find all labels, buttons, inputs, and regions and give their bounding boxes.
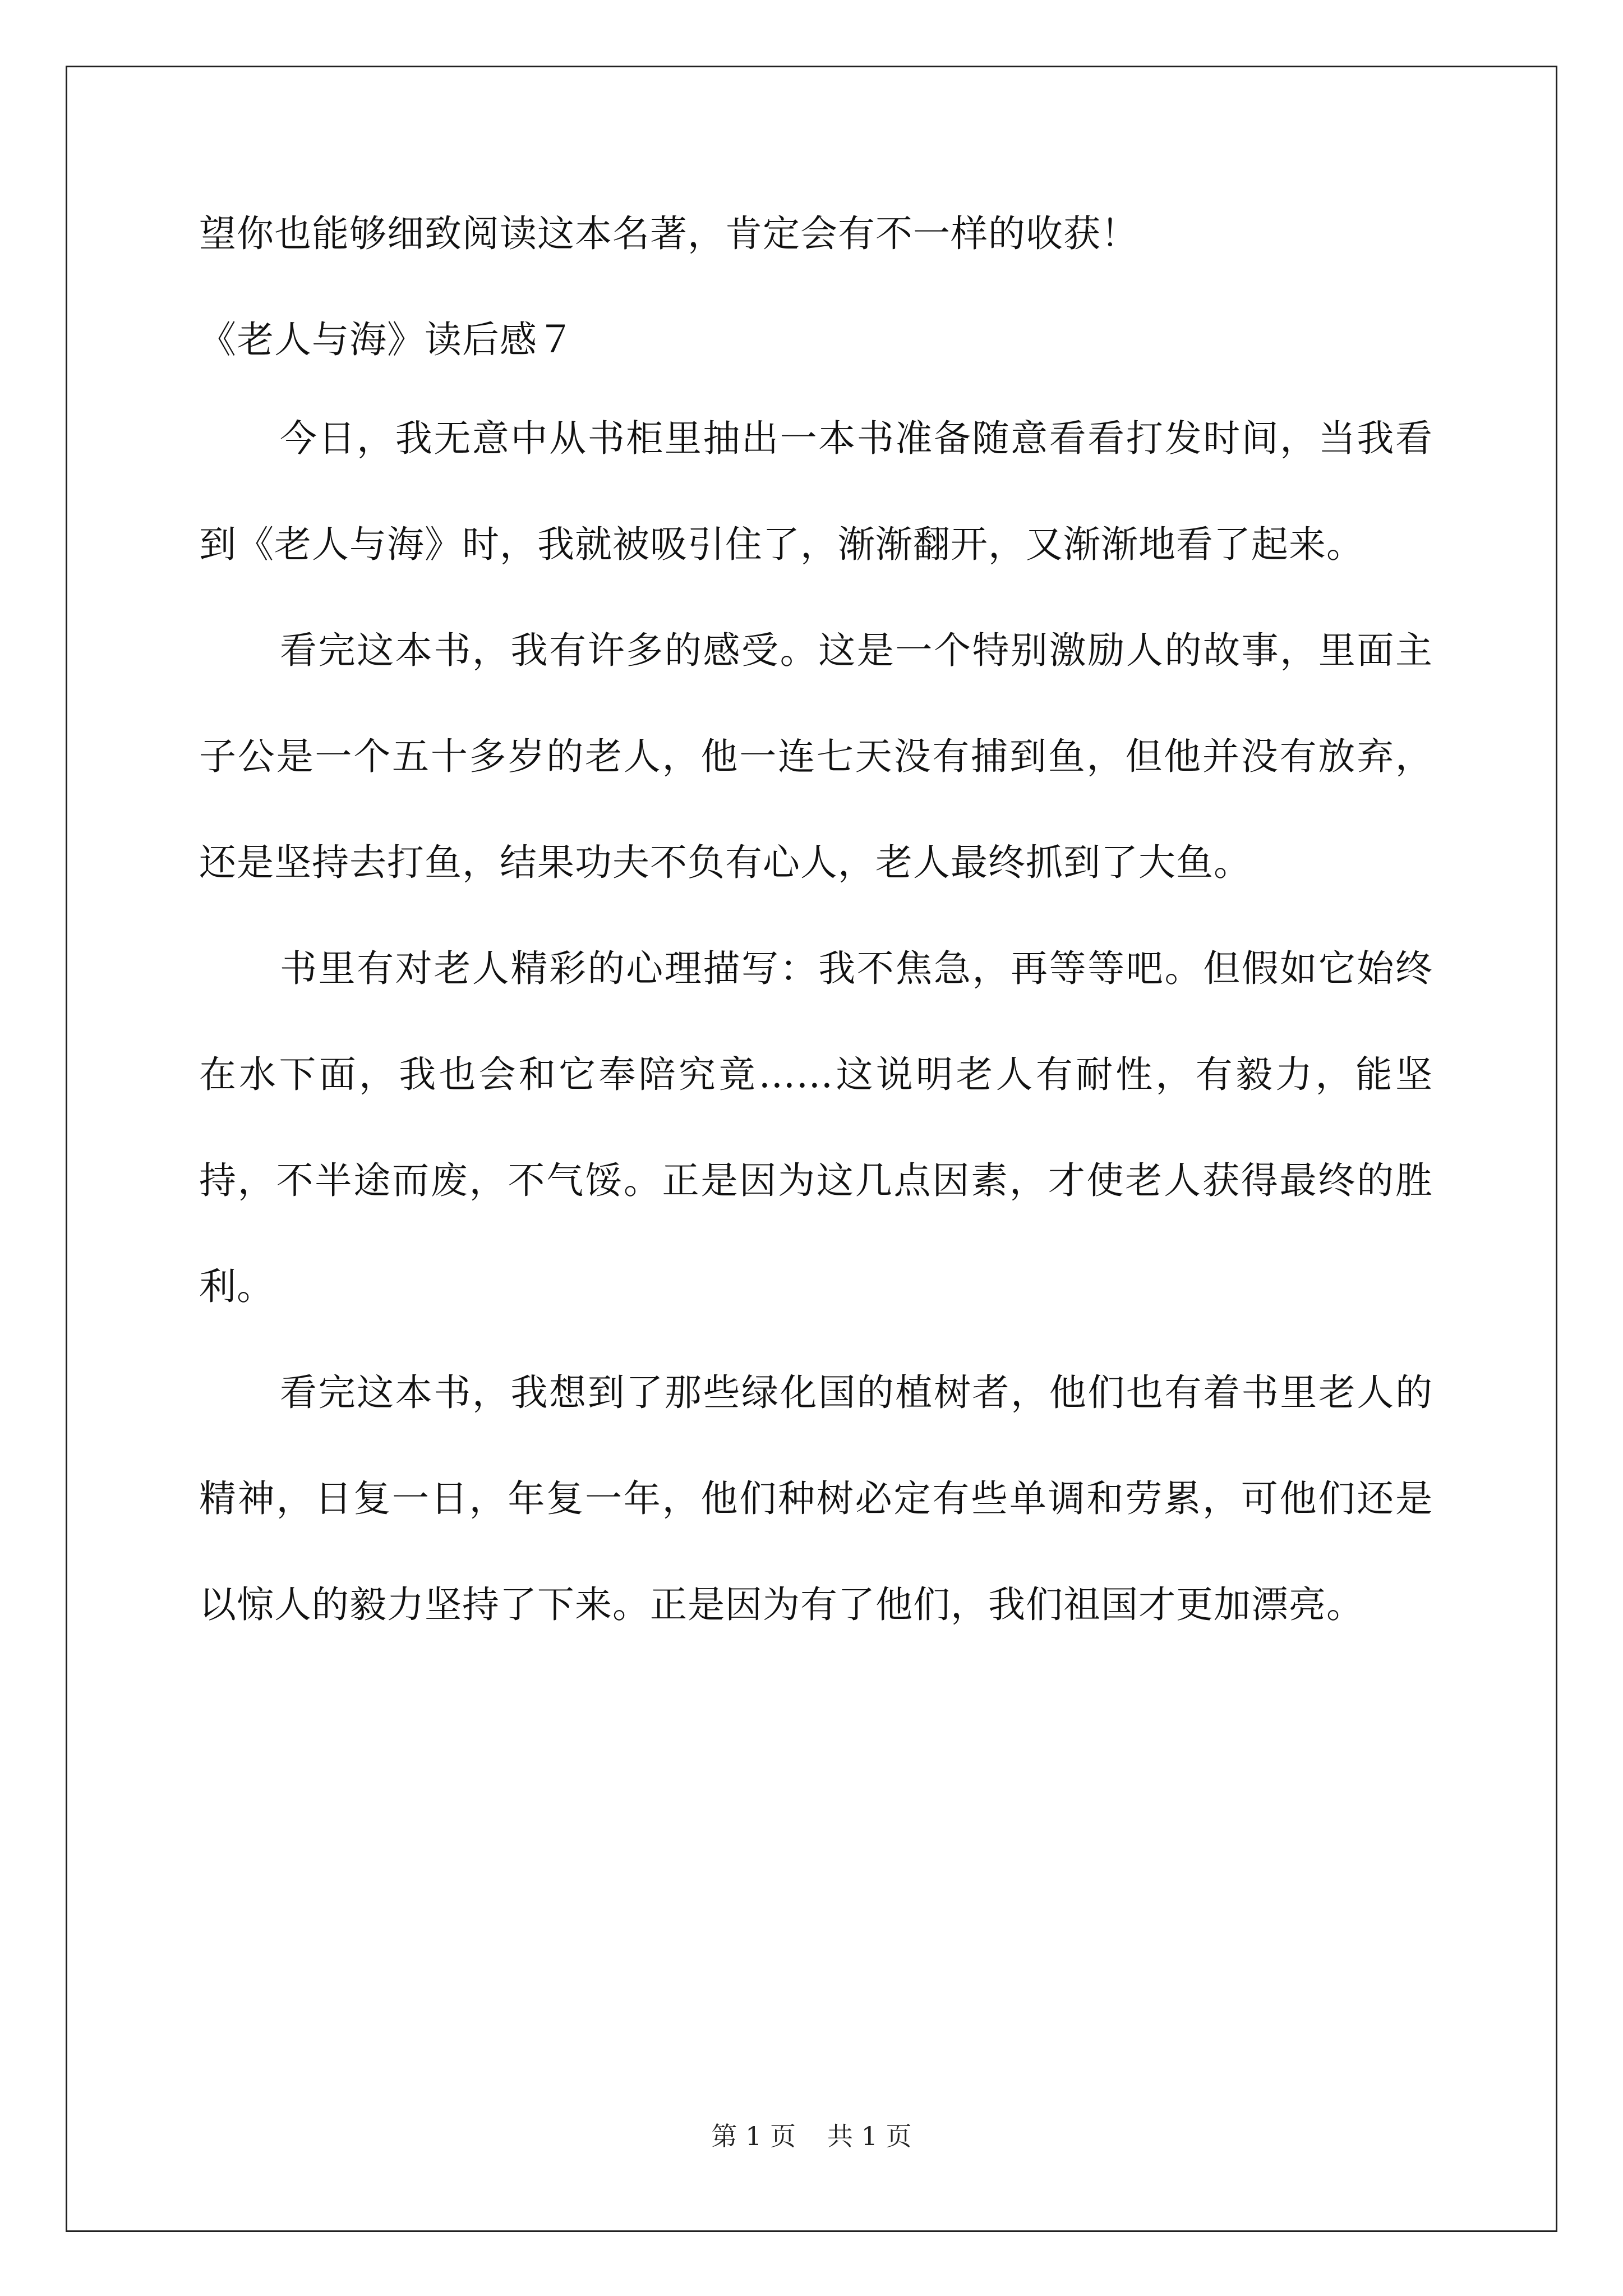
page-number: 第 1 页	[711, 2121, 796, 2151]
paragraph: 书里有对老人精彩的心理描写：我不焦急，再等等吧。但假如它始终在水下面，我也会和它奉陪究竟……这说明老人有耐性，有毅力，能坚持，不半途而废，不气馁。正是因为这几点因素，才使老人获得最终的胜利。	[199, 947, 1433, 1308]
intro-line: 望你也能够细致阅读这本名著，肯定会有不一样的收获！	[199, 212, 1138, 255]
document-body	[199, 208, 1433, 1658]
paragraph: 今日，我无意中从书柜里抽出一本书准备随意看看打发时间，当我看到《老人与海》时，我就被吸引住了，渐渐翻开，又渐渐地看了起来。	[199, 417, 1433, 566]
page-footer	[0, 2116, 1623, 2153]
paragraph: 看完这本书，我有许多的感受。这是一个特别激励人的故事，里面主子公是一个五十多岁的老人，他一连七天没有捕到鱼，但他并没有放弃，还是坚持去打鱼，结果功夫不负有心人，老人最终抓到了大鱼。	[199, 629, 1433, 884]
paragraph: 看完这本书，我想到了那些绿化国的植树者，他们也有着书里老人的精神，日复一日，年复一年，他们种树必定有些单调和劳累，可他们还是以惊人的毅力坚持了下来。正是因为有了他们，我们祖国才更加漂亮。	[199, 1371, 1433, 1626]
page-total: 共 1 页	[827, 2121, 912, 2151]
essay-title: 《老人与海》读后感７	[199, 318, 575, 361]
